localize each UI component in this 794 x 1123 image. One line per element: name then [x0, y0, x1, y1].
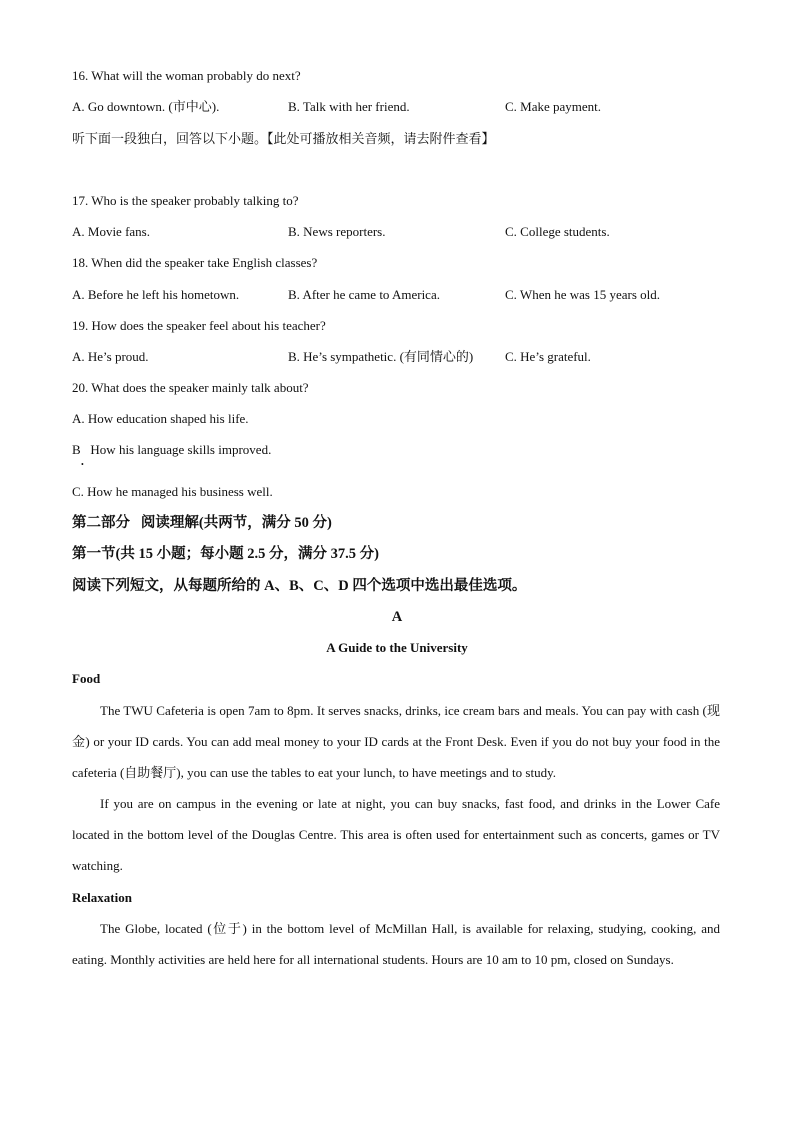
reading-instruction: 阅读下列短文，从每题所给的 A、B、C、D 四个选项中选出最佳选项。: [72, 578, 527, 594]
q19-option-b: B. He’s sympathetic. (有同情心的): [288, 349, 474, 364]
q18-option-b: B. After he came to America.: [288, 287, 440, 302]
food-paragraph-1-text: The TWU Cafeteria is open 7am to 8pm. It serves snacks, drinks, ice cream bars and meals. You can pay with cash (现金) or your ID cards. You can add meal money to your ID cards at the Front Desk. Even if you do not buy your food in the cafeteria (自助餐厅), you can use the tables to eat your lunch, to have meetings and to study.: [72, 703, 720, 781]
q19-option-a: A. He’s proud.: [72, 349, 149, 364]
food-paragraph-1: [72, 695, 720, 789]
relaxation-heading: Relaxation: [72, 890, 132, 905]
q16-option-a: A. Go downtown. (市中心).: [72, 99, 220, 114]
question-18: 18. When did the speaker take English classes?: [72, 255, 318, 270]
q18-option-c: C. When he was 15 years old.: [505, 287, 661, 302]
relaxation-paragraph-1: [72, 913, 720, 975]
passage-letter: A: [391, 609, 403, 625]
q16-option-b: B. Talk with her friend.: [288, 99, 410, 114]
q16-option-c: C. Make payment.: [505, 99, 602, 114]
q19-option-c: C. He’s grateful.: [505, 349, 591, 364]
q17-option-c: C. College students.: [505, 224, 610, 239]
question-20: 20. What does the speaker mainly talk about?: [72, 380, 309, 395]
question-17: 17. Who is the speaker probably talking to?: [72, 193, 299, 208]
relaxation-paragraph-1-text: The Globe, located (位于) in the bottom level of McMillan Hall, is available for relaxing, studying, cooking, and eating. Monthly activities are held here for all international students. Hours are 10 am to 10 pm, closed on Sundays.: [72, 921, 720, 968]
q18-option-a: A. Before he left his hometown.: [72, 287, 240, 302]
passage-title: A Guide to the University: [326, 640, 468, 655]
food-paragraph-2: [72, 788, 720, 882]
stray-dot-mark: •: [81, 460, 84, 469]
question-19: 19. How does the speaker feel about his teacher?: [72, 318, 326, 333]
food-paragraph-2-text: If you are on campus in the evening or late at night, you can buy snacks, fast food, and drinks in the Lower Cafe located in the bottom level of the Douglas Centre. This area is often used for entertainment such as concerts, games or TV watching.: [72, 796, 720, 874]
section-heading: 第一节(共 15 小题；每小题 2.5 分，满分 37.5 分): [72, 546, 379, 562]
q20-option-a: A. How education shaped his life.: [72, 411, 249, 426]
question-16: 16. What will the woman probably do next?: [72, 68, 301, 83]
food-heading: Food: [72, 671, 101, 686]
q17-option-b: B. News reporters.: [288, 224, 386, 239]
part-heading: 第二部分 阅读理解(共两节，满分 50 分): [72, 515, 332, 531]
monologue-instruction: 听下面一段独白，回答以下小题。【此处可播放相关音频，请去附件查看】: [72, 131, 495, 146]
q20-option-c: C. How he managed his business well.: [72, 484, 273, 499]
q17-option-a: A. Movie fans.: [72, 224, 150, 239]
q20-option-b: B How his language skills improved.: [72, 442, 272, 457]
